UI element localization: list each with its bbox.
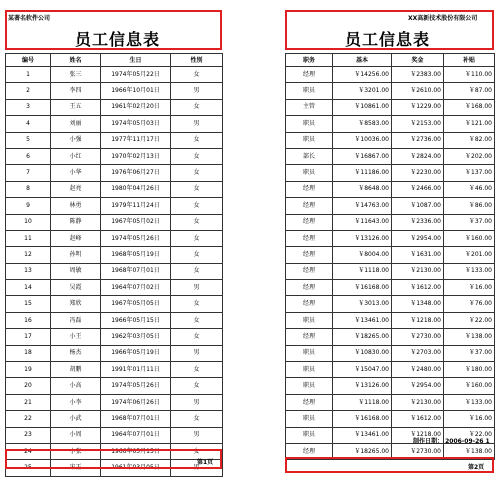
table-cell: 1974年06月26日 — [101, 394, 171, 410]
table-cell: 1961年02月20日 — [101, 99, 171, 115]
table-cell: 经理 — [286, 394, 333, 410]
table-cell: 胡鹏 — [51, 362, 101, 378]
page-title: 员工信息表 — [75, 30, 161, 49]
table-row — [286, 345, 495, 361]
table-cell: 男 — [171, 280, 223, 296]
table-cell: ￥1348.00 — [392, 296, 444, 312]
table-row — [286, 247, 495, 263]
table-row — [6, 181, 223, 197]
table-cell: 19 — [6, 362, 51, 378]
table-row — [286, 362, 495, 378]
table-cell: ￥16.00 — [444, 280, 495, 296]
table-cell: ￥2153.00 — [392, 116, 444, 132]
table-cell: ￥10830.00 — [333, 345, 392, 361]
table-cell: ￥3013.00 — [333, 296, 392, 312]
table-cell: 孙明 — [51, 247, 101, 263]
table-cell: 经理 — [286, 181, 333, 197]
table-cell: ￥2130.00 — [392, 394, 444, 410]
table-cell: ￥16168.00 — [333, 411, 392, 427]
table-row — [6, 378, 223, 394]
table-cell: 杨杰 — [51, 345, 101, 361]
table-cell: 1970年02月13日 — [101, 148, 171, 164]
table-cell: ￥86.00 — [444, 198, 495, 214]
table-row — [6, 394, 223, 410]
table-cell: 小周 — [51, 427, 101, 443]
column-header: 姓名 — [51, 54, 101, 67]
table-row — [286, 116, 495, 132]
table-cell: ￥1087.00 — [392, 198, 444, 214]
table-cell: 宋玉 — [51, 460, 101, 476]
table-row — [286, 198, 495, 214]
table-cell: ￥18265.00 — [333, 329, 392, 345]
table-cell: ￥13461.00 — [333, 312, 392, 328]
table-cell: 职员 — [286, 411, 333, 427]
table-cell: 女 — [171, 296, 223, 312]
table-cell: 吴霞 — [51, 280, 101, 296]
table-cell: 1967年05月05日 — [101, 296, 171, 312]
table-row — [286, 280, 495, 296]
table-cell: ￥46.00 — [444, 181, 495, 197]
table-cell: ￥37.00 — [444, 345, 495, 361]
table-row — [6, 132, 223, 148]
table-cell: 女 — [171, 99, 223, 115]
table-cell: 23 — [6, 427, 51, 443]
column-header: 编号 — [6, 54, 51, 67]
table-cell: 刘丽 — [51, 116, 101, 132]
table-cell: 小王 — [51, 329, 101, 345]
table-cell: 21 — [6, 394, 51, 410]
table-cell: ￥22.00 — [444, 312, 495, 328]
table-cell: 职员 — [286, 165, 333, 181]
footer-box — [5, 449, 222, 469]
table-cell: 9 — [6, 198, 51, 214]
table-cell: 5 — [6, 132, 51, 148]
table-row — [6, 99, 223, 115]
table-cell: 女 — [171, 165, 223, 181]
table-cell: 郑欣 — [51, 296, 101, 312]
table-cell: ￥1218.00 — [392, 312, 444, 328]
table-cell: 17 — [6, 329, 51, 345]
table-cell: 经理 — [286, 67, 333, 83]
table-cell: ￥138.00 — [444, 443, 495, 459]
employee-table — [5, 53, 223, 477]
company-name: XX高新技术股份有限公司 — [408, 15, 478, 22]
table-cell: 经理 — [286, 214, 333, 230]
table-row — [286, 312, 495, 328]
table-cell: 职员 — [286, 362, 333, 378]
table-cell: ￥13461.00 — [333, 427, 392, 443]
table-cell: 男 — [171, 116, 223, 132]
table-cell: 7 — [6, 165, 51, 181]
table-row — [286, 148, 495, 164]
table-cell: 职员 — [286, 132, 333, 148]
table-cell: ￥11643.00 — [333, 214, 392, 230]
table-row — [286, 99, 495, 115]
table-row — [6, 148, 223, 164]
table-cell: 女 — [171, 312, 223, 328]
table-cell: 1 — [6, 67, 51, 83]
table-cell: 1974年05月26日 — [101, 230, 171, 246]
table-row — [6, 214, 223, 230]
table-cell: 小华 — [51, 165, 101, 181]
table-row — [6, 296, 223, 312]
table-cell: ￥16867.00 — [333, 148, 392, 164]
table-cell: 1966年05月15日 — [101, 443, 171, 459]
print-date: 制作日期： 2006-09-26 1 — [413, 438, 490, 445]
table-row — [6, 230, 223, 246]
table-cell: ￥2230.00 — [392, 165, 444, 181]
table-cell: 8 — [6, 181, 51, 197]
table-cell: ￥201.00 — [444, 247, 495, 263]
table-cell: 女 — [171, 247, 223, 263]
table-cell: 4 — [6, 116, 51, 132]
table-cell: ￥18265.00 — [333, 443, 392, 459]
table-cell: ￥121.00 — [444, 116, 495, 132]
table-cell: 经理 — [286, 296, 333, 312]
table-cell: 14 — [6, 280, 51, 296]
table-row — [286, 214, 495, 230]
table-cell: ￥2824.00 — [392, 148, 444, 164]
table-cell: ￥2954.00 — [392, 378, 444, 394]
table-cell: 1980年04月26日 — [101, 181, 171, 197]
table-row — [286, 83, 495, 99]
table-cell: ￥2480.00 — [392, 362, 444, 378]
column-header: 职务 — [286, 54, 333, 67]
table-cell: 1968年07月01日 — [101, 263, 171, 279]
table-cell: 24 — [6, 443, 51, 459]
table-row — [6, 411, 223, 427]
table-row — [286, 394, 495, 410]
table-cell: 经理 — [286, 443, 333, 459]
table-cell: 经理 — [286, 230, 333, 246]
table-cell: 10 — [6, 214, 51, 230]
table-cell: 1968年07月01日 — [101, 411, 171, 427]
table-cell: 小张 — [51, 443, 101, 459]
table-cell: 小高 — [51, 378, 101, 394]
table-cell: 1964年07月01日 — [101, 427, 171, 443]
table-cell: 张三 — [51, 67, 101, 83]
table-row — [6, 116, 223, 132]
table-row — [6, 165, 223, 181]
table-cell: ￥2954.00 — [392, 230, 444, 246]
table-cell: 职员 — [286, 312, 333, 328]
table-row — [286, 378, 495, 394]
table-cell: ￥13126.00 — [333, 378, 392, 394]
table-cell: ￥82.00 — [444, 132, 495, 148]
table-cell: ￥1118.00 — [333, 263, 392, 279]
table-row — [6, 362, 223, 378]
table-cell: 林勇 — [51, 198, 101, 214]
table-cell: 经理 — [286, 280, 333, 296]
table-cell: ￥16.00 — [444, 411, 495, 427]
table-cell: 男 — [171, 394, 223, 410]
table-cell: ￥1218.00 — [392, 427, 444, 443]
table-cell: ￥16168.00 — [333, 280, 392, 296]
table-cell: 女 — [171, 181, 223, 197]
table-cell: ￥37.00 — [444, 214, 495, 230]
table-cell: ￥10036.00 — [333, 132, 392, 148]
table-cell: 2 — [6, 83, 51, 99]
table-cell: ￥137.00 — [444, 165, 495, 181]
table-row — [286, 67, 495, 83]
table-cell: 女 — [171, 378, 223, 394]
table-cell: 冯磊 — [51, 312, 101, 328]
table-cell: 男 — [171, 83, 223, 99]
table-cell: ￥87.00 — [444, 83, 495, 99]
table-cell: 经理 — [286, 329, 333, 345]
table-row — [6, 247, 223, 263]
table-cell: 1966年05月15日 — [101, 312, 171, 328]
table-cell: ￥2703.00 — [392, 345, 444, 361]
table-row — [286, 329, 495, 345]
table-cell: 主管 — [286, 99, 333, 115]
table-cell: 赵峰 — [51, 230, 101, 246]
table-cell: 13 — [6, 263, 51, 279]
table-cell: 女 — [171, 148, 223, 164]
salary-table — [285, 53, 495, 460]
table-cell: 1966年10月01日 — [101, 83, 171, 99]
table-cell: 职员 — [286, 378, 333, 394]
page-number: 第2页 — [468, 464, 485, 471]
table-cell: ￥11186.00 — [333, 165, 392, 181]
table-cell: ￥1229.00 — [392, 99, 444, 115]
table-cell: 女 — [171, 263, 223, 279]
table-cell: 经理 — [286, 263, 333, 279]
table-cell: 3 — [6, 99, 51, 115]
table-cell: 周敏 — [51, 263, 101, 279]
table-cell: ￥2736.00 — [392, 132, 444, 148]
column-header: 补贴 — [444, 54, 495, 67]
table-cell: 女 — [171, 362, 223, 378]
table-cell: 1991年01月11日 — [101, 362, 171, 378]
table-row — [6, 345, 223, 361]
table-cell: ￥202.00 — [444, 148, 495, 164]
table-row — [6, 280, 223, 296]
table-cell: 1962年03月05日 — [101, 329, 171, 345]
table-row — [6, 198, 223, 214]
table-cell: 小红 — [51, 148, 101, 164]
column-header: 基本 — [333, 54, 392, 67]
table-cell: 男 — [171, 427, 223, 443]
table-cell: 职员 — [286, 427, 333, 443]
table-cell: ￥8004.00 — [333, 247, 392, 263]
table-cell: 女 — [171, 214, 223, 230]
table-cell: ￥133.00 — [444, 394, 495, 410]
table-header-row — [6, 54, 223, 67]
table-row — [286, 411, 495, 427]
table-row — [6, 263, 223, 279]
table-cell: ￥13126.00 — [333, 230, 392, 246]
table-row — [286, 181, 495, 197]
table-cell: ￥8583.00 — [333, 116, 392, 132]
table-cell: 女 — [171, 411, 223, 427]
table-cell: 1968年05月19日 — [101, 247, 171, 263]
table-cell: ￥1612.00 — [392, 280, 444, 296]
table-cell: ￥133.00 — [444, 263, 495, 279]
table-cell: 陈静 — [51, 214, 101, 230]
table-cell: ￥3201.00 — [333, 83, 392, 99]
table-cell: 小武 — [51, 411, 101, 427]
table-cell: 职员 — [286, 83, 333, 99]
table-cell: 男 — [171, 345, 223, 361]
table-cell: 职员 — [286, 116, 333, 132]
table-cell: 18 — [6, 345, 51, 361]
company-name: 某著名软件公司 — [8, 15, 51, 22]
table-row — [6, 427, 223, 443]
table-cell: 1979年11月24日 — [101, 198, 171, 214]
table-cell: 经理 — [286, 198, 333, 214]
table-cell: ￥1612.00 — [392, 411, 444, 427]
table-cell: 王五 — [51, 99, 101, 115]
table-row — [6, 312, 223, 328]
table-row — [6, 83, 223, 99]
table-cell: 1974年05月03日 — [101, 116, 171, 132]
table-row — [286, 165, 495, 181]
table-cell: 小强 — [51, 132, 101, 148]
table-cell: 女 — [171, 132, 223, 148]
table-cell: 1967年05月02日 — [101, 214, 171, 230]
table-cell: ￥14256.00 — [333, 67, 392, 83]
footer-box — [285, 457, 494, 473]
table-cell: 小李 — [51, 394, 101, 410]
table-header-row — [286, 54, 495, 67]
table-cell: ￥2730.00 — [392, 329, 444, 345]
table-cell: ￥2610.00 — [392, 83, 444, 99]
table-cell: 职员 — [286, 345, 333, 361]
table-cell: ￥15047.00 — [333, 362, 392, 378]
table-cell: 1961年03月05日 — [101, 460, 171, 476]
table-row — [6, 67, 223, 83]
column-header: 性别 — [171, 54, 223, 67]
table-cell: 女 — [171, 443, 223, 459]
page-title: 员工信息表 — [345, 30, 431, 49]
table-row — [286, 230, 495, 246]
table-cell: ￥110.00 — [444, 67, 495, 83]
column-header: 奖金 — [392, 54, 444, 67]
table-cell: 20 — [6, 378, 51, 394]
table-row — [6, 329, 223, 345]
table-cell: 1966年05月19日 — [101, 345, 171, 361]
table-cell: 部长 — [286, 148, 333, 164]
table-cell: ￥76.00 — [444, 296, 495, 312]
table-cell: ￥14763.00 — [333, 198, 392, 214]
table-cell: 女 — [171, 67, 223, 83]
table-cell: 1977年11月17日 — [101, 132, 171, 148]
table-cell: 16 — [6, 312, 51, 328]
table-cell: 22 — [6, 411, 51, 427]
table-cell: ￥8648.00 — [333, 181, 392, 197]
table-cell: 赵亮 — [51, 181, 101, 197]
table-cell: ￥2336.00 — [392, 214, 444, 230]
table-cell: 女 — [171, 329, 223, 345]
table-cell: ￥138.00 — [444, 329, 495, 345]
table-cell: ￥180.00 — [444, 362, 495, 378]
table-cell: 男 — [171, 460, 223, 476]
table-cell: ￥1631.00 — [392, 247, 444, 263]
page-number: 第1页 — [197, 459, 214, 466]
table-cell: 12 — [6, 247, 51, 263]
table-cell: 1974年05月22日 — [101, 67, 171, 83]
table-cell: ￥2466.00 — [392, 181, 444, 197]
column-header: 生日 — [101, 54, 171, 67]
table-cell: ￥168.00 — [444, 99, 495, 115]
table-cell: ￥2730.00 — [392, 443, 444, 459]
table-cell: 经理 — [286, 247, 333, 263]
table-cell: ￥10861.00 — [333, 99, 392, 115]
table-cell: 15 — [6, 296, 51, 312]
table-cell: 女 — [171, 198, 223, 214]
table-cell: 女 — [171, 230, 223, 246]
table-cell: ￥2130.00 — [392, 263, 444, 279]
table-cell: ￥160.00 — [444, 230, 495, 246]
table-cell: ￥160.00 — [444, 378, 495, 394]
table-cell: 1964年07月02日 — [101, 280, 171, 296]
table-row — [286, 263, 495, 279]
table-cell: 李四 — [51, 83, 101, 99]
table-cell: ￥2383.00 — [392, 67, 444, 83]
table-cell: 11 — [6, 230, 51, 246]
table-cell: ￥1118.00 — [333, 394, 392, 410]
table-cell: 1974年05月26日 — [101, 378, 171, 394]
table-cell: 6 — [6, 148, 51, 164]
table-cell: 1976年06月27日 — [101, 165, 171, 181]
table-row — [286, 296, 495, 312]
table-cell: ￥22.00 — [444, 427, 495, 443]
table-row — [286, 132, 495, 148]
table-cell: 25 — [6, 460, 51, 476]
